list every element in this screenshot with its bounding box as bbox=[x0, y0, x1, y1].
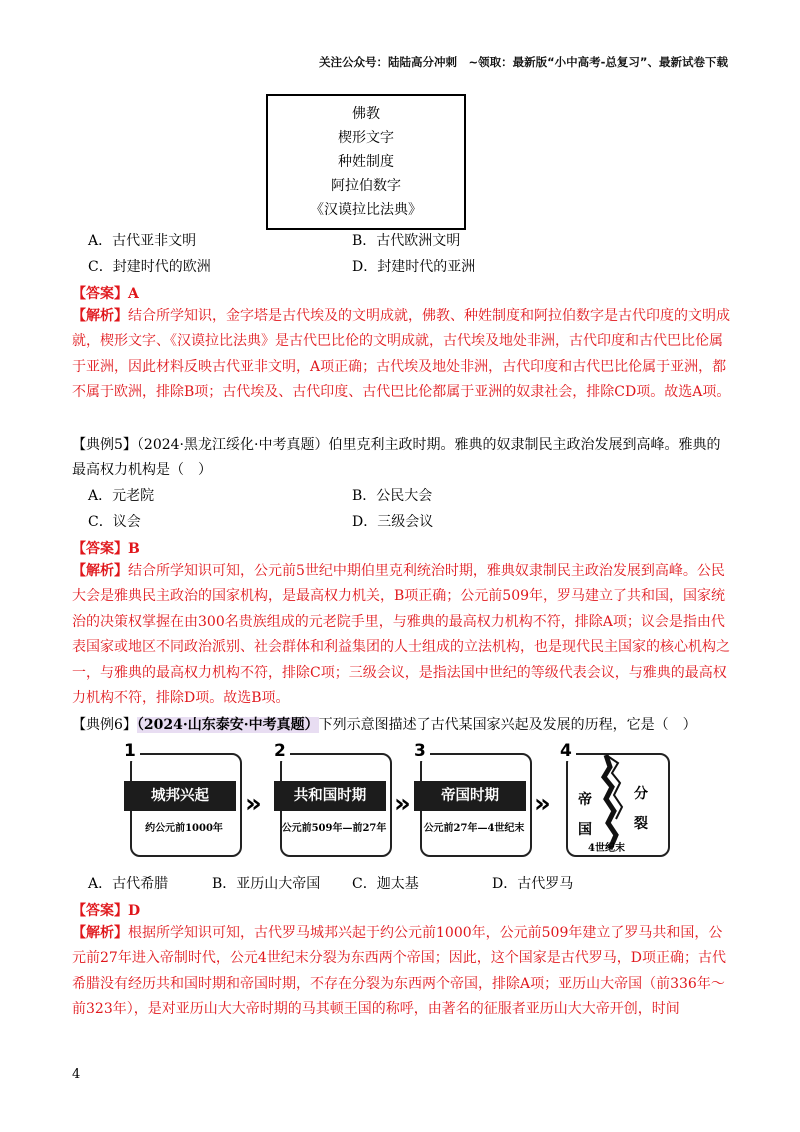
box-item: 《汉谟拉比法典》 bbox=[310, 202, 422, 218]
step-number: 2 bbox=[272, 741, 290, 761]
q4-option-a: A．古代亚非文明 bbox=[88, 233, 197, 249]
step-number: 4 bbox=[558, 741, 576, 761]
step-number: 3 bbox=[412, 741, 430, 761]
page-number: 4 bbox=[72, 1067, 81, 1082]
step-date: 公元前509年—前27年 bbox=[281, 823, 387, 834]
arrow-icon: » bbox=[245, 789, 256, 819]
q4-analysis bbox=[72, 304, 732, 406]
q6-analysis bbox=[72, 921, 732, 1023]
step-date: 约公元前1000年 bbox=[145, 823, 223, 834]
history-diagram bbox=[122, 741, 670, 859]
step-date: 4世纪末 bbox=[588, 843, 625, 854]
diagram-step-4 bbox=[558, 741, 670, 857]
analysis-label: 【解析】 bbox=[72, 308, 128, 324]
q6-option-c: C．迦太基 bbox=[352, 876, 419, 892]
material-box bbox=[266, 94, 466, 230]
q6-option-d: D．古代罗马 bbox=[492, 876, 574, 892]
analysis-text: 结合所学知识可知，公元前5世纪中期伯里克利统治时期，雅典奴隶制民主政治发展到高峰。公民大会是雅典民主政治的国家机构，是最高权力机关，B项正确；公元前509年，罗马建立了共和国，国家统治的决策权掌握在由300名贵族组成的元老院手里，与雅典的最高权力机构不符，排除A项；议会是指由代表国家或地区不同政治派别、社会群体和利益集团的人士组成的立法机构，也是现代民主国家的核心机构之一，与雅典的最高权力机构不符，排除C项；三级会议，是指法国中世纪的等级代表会议，与雅典的最高权力机构不符，排除D项。故选B项。 bbox=[72, 563, 730, 707]
step-date: 公元前27年—4世纪末 bbox=[423, 823, 525, 834]
analysis-text: 根据所学知识可知，古代罗马城邦兴起于约公元前1000年，公元前509年建立了罗马共和国，公元前27年进入帝制时代，公元4世纪末分裂为东西两个帝国；因此，这个国家是古代罗马，D项正确；古代希腊没有经历共和国时期和帝国时期，不存在分裂为东西两个帝国，排除A项；亚历山大帝国（前336年～前323年），是对亚历山大大帝时期的马其顿王国的称呼，由著名的征服者亚历山大大帝开创，时间 bbox=[72, 925, 726, 1018]
diagram-step-3 bbox=[412, 741, 532, 857]
arrow-icon: » bbox=[534, 789, 545, 819]
q4-option-d: D．封建时代的亚洲 bbox=[352, 259, 476, 275]
q4-option-c: C．封建时代的欧洲 bbox=[88, 259, 211, 275]
q5-answer: 【答案】B bbox=[72, 541, 140, 557]
diagram-step-2 bbox=[272, 741, 392, 857]
q6-answer: 【答案】D bbox=[72, 903, 141, 919]
q5-stem-text: 伯里克利主政时期。雅典的奴隶制民主政治发展到高峰。雅典的最高权力机构是（ ） bbox=[72, 437, 721, 479]
step-title: 共和国时期 bbox=[274, 781, 386, 811]
q6-option-a: A．古代希腊 bbox=[88, 876, 169, 892]
split-char: 国 bbox=[578, 822, 592, 838]
box-item: 楔形文字 bbox=[338, 130, 394, 146]
arrow-icon: » bbox=[394, 789, 405, 819]
q5-option-d: D．三级会议 bbox=[352, 514, 434, 530]
q4-option-b: B．古代欧洲文明 bbox=[352, 233, 461, 249]
analysis-label: 【解析】 bbox=[72, 925, 128, 941]
q5-stem bbox=[72, 433, 732, 484]
box-item: 阿拉伯数字 bbox=[331, 178, 401, 194]
analysis-label: 【解析】 bbox=[72, 563, 128, 579]
analysis-text: 结合所学知识，金字塔是古代埃及的文明成就，佛教、种姓制度和阿拉伯数字是古代印度的文明成就，楔形文字、《汉谟拉比法典》是古代巴比伦的文明成就，古代埃及地处非洲，古代印度和古代巴比伦属于亚洲，因此材料反映古代亚非文明，A项正确；古代埃及地处非洲，古代印度和古代巴比伦属于亚洲，都不属于欧洲，排除B项；古代埃及、古代印度、古代巴比伦都属于亚洲的奴隶社会，排除CD项。故选A项。 bbox=[72, 308, 731, 401]
q6-label: 【典例6】 bbox=[72, 717, 137, 733]
split-char: 帝 bbox=[578, 792, 592, 808]
split-char: 裂 bbox=[634, 816, 648, 832]
q6-stem bbox=[72, 713, 732, 738]
q5-option-a: A．元老院 bbox=[88, 488, 155, 504]
box-item: 种姓制度 bbox=[338, 154, 394, 170]
q4-answer: 【答案】A bbox=[72, 286, 139, 302]
q5-source: （2024·黑龙江绥化·中考真题） bbox=[136, 437, 329, 453]
box-item: 佛教 bbox=[352, 106, 380, 122]
diagram-step-1 bbox=[122, 741, 242, 857]
split-char: 分 bbox=[634, 786, 648, 802]
step-number: 1 bbox=[122, 741, 140, 761]
q6-source: （2024·山东泰安·中考真题） bbox=[136, 717, 319, 733]
q5-option-b: B．公民大会 bbox=[352, 488, 433, 504]
q5-analysis bbox=[72, 559, 732, 711]
page-header: 关注公众号：陆陆高分冲刺 ~领取：最新版“小中高考-总复习”、最新试卷下载 bbox=[318, 55, 728, 69]
q5-option-c: C．议会 bbox=[88, 514, 141, 530]
q5-label: 【典例5】 bbox=[72, 437, 137, 453]
q6-option-b: B．亚历山大帝国 bbox=[212, 876, 321, 892]
step-title: 帝国时期 bbox=[414, 781, 526, 811]
q6-stem-text: 下列示意图描述了古代某国家兴起及发展的历程，它是（ ） bbox=[318, 717, 697, 733]
step-title: 城邦兴起 bbox=[124, 781, 236, 811]
